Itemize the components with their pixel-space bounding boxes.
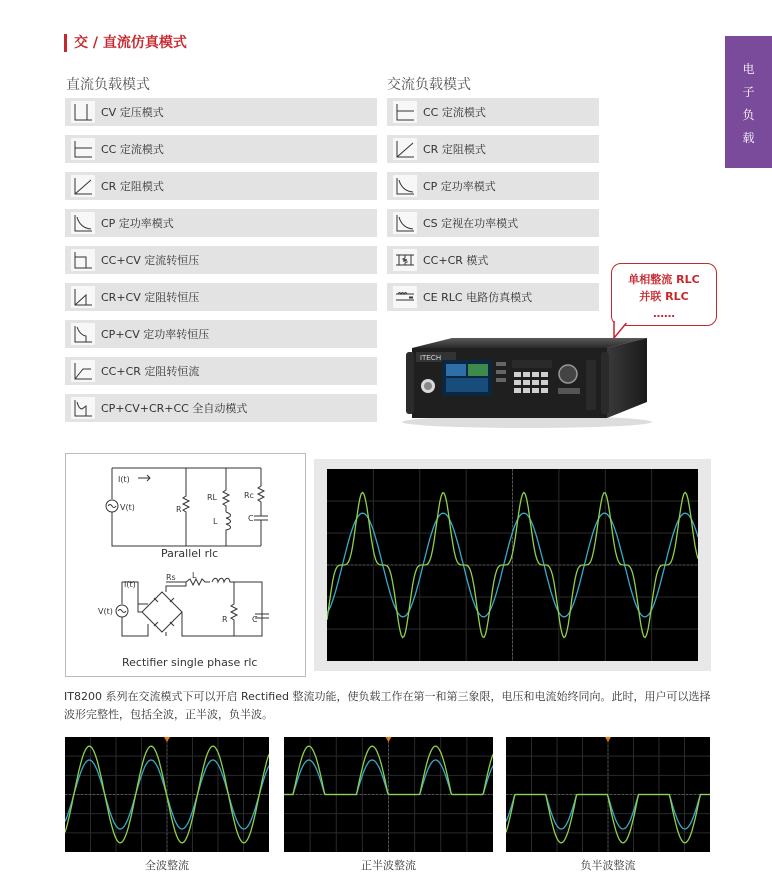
positive-half-wave-caption: 正半波整流	[361, 859, 416, 872]
cv-curve-icon	[71, 101, 95, 123]
side-tab-char: 载	[742, 131, 755, 145]
dc-mode-label: CR+CV 定阻转恒压	[101, 291, 200, 304]
cp-curve-icon	[393, 175, 417, 197]
rectifier-rlc-callout	[611, 263, 717, 326]
ac-mode-label: CC+CR 模式	[423, 254, 489, 267]
side-tab-char: 子	[742, 85, 755, 99]
dc-mode-label: CR 定阻模式	[101, 180, 164, 193]
dc-mode-label: CC 定流模式	[101, 143, 164, 156]
cr-curve-icon	[71, 175, 95, 197]
rc-label: Rc	[244, 491, 254, 500]
dc-mode-item[interactable]	[65, 98, 377, 126]
dc-mode-heading: 直流负载模式	[66, 77, 150, 93]
side-tab-char: 负	[742, 108, 755, 122]
dc-mode-label: CC+CR 定阻转恒流	[101, 365, 200, 378]
cs-curve-icon	[393, 212, 417, 234]
current-label: I(t)	[118, 475, 130, 484]
dc-mode-item[interactable]	[65, 320, 377, 348]
cr-curve-icon	[393, 138, 417, 160]
callout-line: ……	[653, 307, 675, 320]
rl-label: RL	[207, 493, 218, 502]
full-wave-caption: 全波整流	[145, 859, 189, 872]
dc-mode-item[interactable]	[65, 209, 377, 237]
ac-mode-label: CP 定功率模式	[423, 180, 496, 193]
ac-mode-label: CR 定阻模式	[423, 143, 486, 156]
oscilloscope-waveform	[327, 469, 698, 661]
rectifier-current-label: I(t)	[124, 580, 136, 589]
dc-mode-item[interactable]	[65, 135, 377, 163]
dc-mode-label: CP+CV 定功率转恒压	[101, 328, 210, 341]
ac-mode-item[interactable]	[387, 209, 599, 237]
dc-mode-label: CP+CV+CR+CC 全自动模式	[101, 402, 248, 415]
cc-cr-circuit-icon	[393, 249, 417, 271]
negative-half-wave-caption: 负半波整流	[580, 859, 636, 872]
dc-mode-item[interactable]	[65, 394, 377, 422]
side-tab-electronic-load[interactable]	[725, 36, 772, 168]
cc-curve-icon	[71, 138, 95, 160]
ac-mode-item[interactable]	[387, 283, 599, 311]
electronic-load-device-image	[392, 330, 656, 430]
callout-line: 单相整流 RLC	[628, 273, 700, 286]
dc-mode-label: CV 定压模式	[101, 106, 164, 119]
rectified-mode-description: IT8200 系列在交流模式下可以开启 Rectified 整流功能，使负载工作在第一和第三象限，电压和电流始终同向。此时，用户可以选择波形完整性，包括全波，正半波，负半波。	[64, 690, 711, 721]
dc-mode-label: CP 定功率模式	[101, 217, 174, 230]
full-wave-waveform	[65, 737, 269, 852]
dc-mode-item[interactable]	[65, 283, 377, 311]
device-brand: ITECH	[420, 355, 441, 362]
ac-mode-item[interactable]	[387, 135, 599, 163]
rlc-circuit-icon	[393, 286, 417, 308]
auto-curve-icon	[71, 397, 95, 419]
positive-half-wave-waveform	[284, 737, 493, 852]
rectifier-capacitor-label: C	[252, 615, 258, 624]
cp-cv-curve-icon	[71, 323, 95, 345]
dc-mode-item[interactable]	[65, 357, 377, 385]
inductor-label: L	[213, 517, 218, 526]
callout-line: 并联 RLC	[639, 290, 689, 303]
ac-mode-heading: 交流负载模式	[387, 77, 471, 93]
voltage-label: V(t)	[120, 503, 135, 512]
capacitor-label: C	[248, 514, 254, 523]
parallel-rlc-caption: Parallel rlc	[161, 547, 219, 560]
page-title: 交 / 直流仿真模式	[64, 34, 187, 52]
side-tab-char: 电	[742, 62, 755, 76]
rectifier-rlc-caption: Rectifier single phase rlc	[122, 656, 258, 669]
ac-mode-label: CC 定流模式	[423, 106, 486, 119]
negative-half-wave-waveform	[506, 737, 710, 852]
ac-mode-label: CE RLC 电路仿真模式	[423, 291, 533, 304]
cp-curve-icon	[71, 212, 95, 234]
rectifier-voltage-label: V(t)	[98, 607, 113, 616]
oscilloscope-waveform-frame	[314, 459, 711, 671]
rectifier-inductor-label: L	[192, 571, 197, 580]
ac-mode-item[interactable]	[387, 98, 599, 126]
cr-cv-curve-icon	[71, 286, 95, 308]
dc-mode-label: CC+CV 定流转恒压	[101, 254, 200, 267]
rs-label: Rs	[166, 573, 176, 582]
cc-curve-icon	[393, 101, 417, 123]
dc-mode-item[interactable]	[65, 172, 377, 200]
resistor-label: R	[176, 505, 182, 514]
circuit-diagrams-panel	[65, 453, 306, 677]
ac-mode-item[interactable]	[387, 172, 599, 200]
cc-cr-curve-icon	[71, 360, 95, 382]
ac-mode-item[interactable]	[387, 246, 599, 274]
parallel-rlc-circuit-diagram	[66, 454, 305, 676]
cc-cv-curve-icon	[71, 249, 95, 271]
dc-mode-item[interactable]	[65, 246, 377, 274]
rectifier-resistor-label: R	[222, 615, 228, 624]
ac-mode-label: CS 定视在功率模式	[423, 217, 519, 230]
